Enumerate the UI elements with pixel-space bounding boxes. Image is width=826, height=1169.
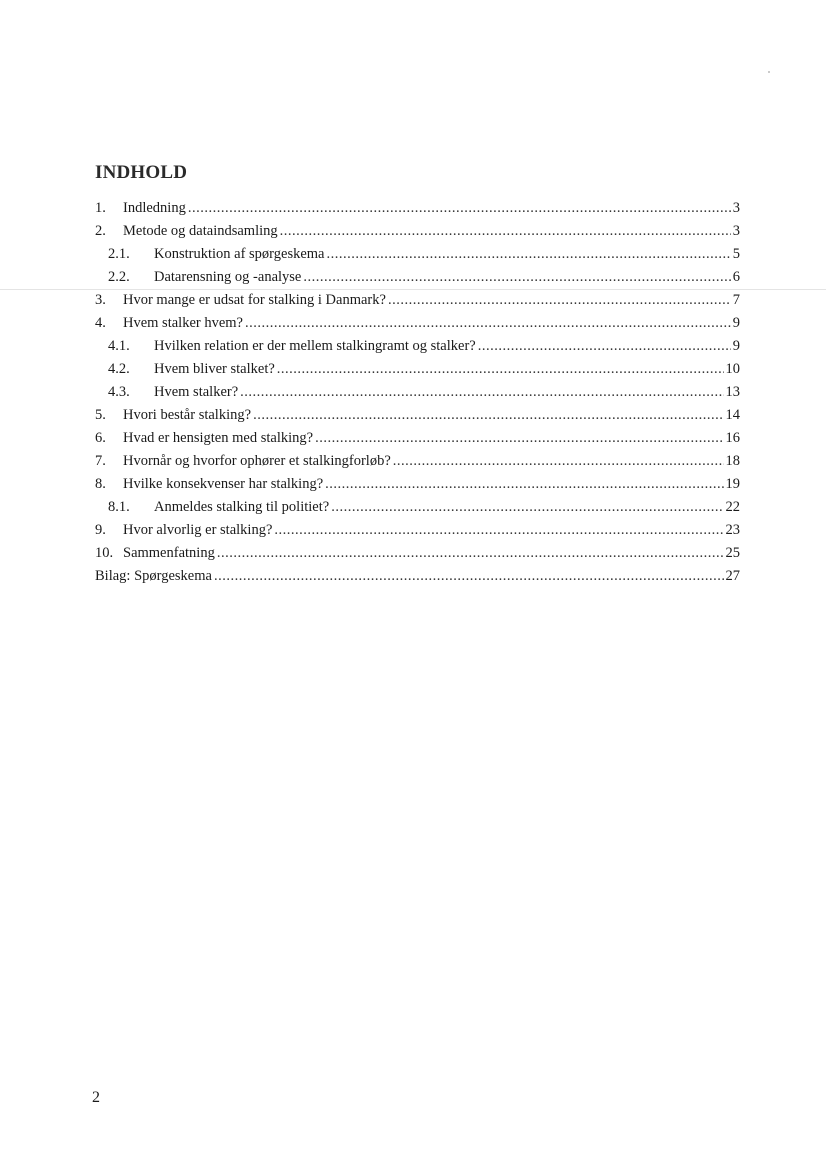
toc-dot-leader (245, 312, 731, 335)
toc-entry-number: 2. (95, 223, 106, 239)
toc-entry[interactable] (95, 243, 740, 266)
toc-entry[interactable] (95, 266, 740, 289)
toc-entry-title: Hvilke konsekvenser har stalking? (123, 476, 324, 492)
toc-dot-leader (393, 450, 724, 473)
toc-entry-page: 22 (725, 499, 740, 515)
page-number: 2 (92, 1089, 100, 1106)
table-of-contents (95, 197, 740, 588)
toc-entry-number: 4.3. (108, 384, 130, 400)
toc-entry-number: 9. (95, 522, 106, 538)
toc-entry-page: 14 (725, 407, 740, 423)
toc-entry-page: 9 (732, 315, 740, 331)
toc-entry-title: Hvori består stalking? (123, 407, 252, 423)
toc-entry-title: Hvem stalker? (154, 384, 239, 400)
toc-entry-number: 10. (95, 545, 114, 561)
toc-entry-title: Konstruktion af spørgeskema (154, 246, 325, 262)
toc-entry-page: 13 (725, 384, 740, 400)
toc-entry-page: 27 (725, 568, 740, 584)
toc-entry-number: 3. (95, 292, 106, 308)
toc-entry-number: 8.1. (108, 499, 130, 515)
toc-dot-leader (325, 473, 723, 496)
toc-entry-number: 2.1. (108, 246, 130, 262)
toc-dot-leader (388, 289, 731, 312)
toc-entry-title: Hvem bliver stalket? (154, 361, 275, 377)
toc-dot-leader (478, 335, 731, 358)
toc-entry[interactable] (95, 335, 740, 358)
toc-dot-leader (240, 381, 723, 404)
toc-dot-leader (331, 496, 723, 519)
toc-dot-leader (303, 266, 730, 289)
toc-entry-page: 5 (732, 246, 740, 262)
toc-dot-leader (280, 220, 731, 243)
toc-entry[interactable] (95, 358, 740, 381)
toc-entry-title: Hvor alvorlig er stalking? (123, 522, 273, 538)
toc-entry[interactable] (95, 496, 740, 519)
toc-entry-page: 19 (725, 476, 740, 492)
toc-entry[interactable] (95, 197, 740, 220)
toc-entry-number: 7. (95, 453, 106, 469)
toc-entry-number: 8. (95, 476, 106, 492)
toc-dot-leader (274, 519, 723, 542)
toc-entry-page: 18 (725, 453, 740, 469)
toc-entry-title: Hvor mange er udsat for stalking i Danmark? (123, 292, 386, 308)
toc-entry-page: 25 (725, 545, 740, 561)
toc-entry[interactable] (95, 542, 740, 565)
toc-entry-number: 6. (95, 430, 106, 446)
toc-entry-title: Hvem stalker hvem? (123, 315, 243, 331)
toc-entry-page: 9 (732, 338, 740, 354)
toc-entry[interactable] (95, 450, 740, 473)
toc-entry-number: 4. (95, 315, 106, 331)
toc-dot-leader (188, 197, 731, 220)
toc-entry-number: 1. (95, 200, 106, 216)
toc-entry[interactable] (95, 312, 740, 335)
toc-entry-title: Metode og dataindsamling (123, 223, 278, 239)
toc-dot-leader (253, 404, 723, 427)
toc-dot-leader (326, 243, 730, 266)
toc-dot-leader (315, 427, 723, 450)
toc-entry-number: 4.2. (108, 361, 130, 377)
toc-dot-leader (217, 542, 724, 565)
toc-entry-page: 16 (725, 430, 740, 446)
toc-entry-page: 7 (732, 292, 740, 308)
toc-dot-leader (214, 565, 724, 588)
toc-entry-page: 3 (732, 200, 740, 216)
toc-entry[interactable] (95, 565, 740, 588)
toc-entry-page: 3 (732, 223, 740, 239)
toc-entry-title: Hvad er hensigten med stalking? (123, 430, 314, 446)
toc-entry-number: 5. (95, 407, 106, 423)
toc-entry-number: 2.2. (108, 269, 130, 285)
toc-entry[interactable] (95, 381, 740, 404)
toc-entry-title: Bilag: Spørgeskema (95, 568, 212, 584)
toc-entry-page: 6 (732, 269, 740, 285)
toc-entry[interactable] (95, 473, 740, 496)
toc-entry[interactable] (95, 519, 740, 542)
toc-entry[interactable] (95, 404, 740, 427)
toc-entry-title: Datarensning og -analyse (154, 269, 302, 285)
toc-heading: INDHOLD (95, 162, 188, 183)
toc-entry[interactable] (95, 427, 740, 450)
toc-entry[interactable] (95, 220, 740, 243)
toc-entry-page: 10 (725, 361, 740, 377)
toc-dot-leader (277, 358, 724, 381)
toc-entry[interactable] (95, 289, 740, 312)
toc-entry-title: Hvornår og hvorfor ophører et stalkingforløb? (123, 453, 391, 469)
toc-entry-page: 23 (725, 522, 740, 538)
toc-entry-title: Sammenfatning (123, 545, 215, 561)
toc-entry-number: 4.1. (108, 338, 130, 354)
toc-entry-title: Anmeldes stalking til politiet? (154, 499, 330, 515)
toc-entry-title: Indledning (123, 200, 186, 216)
scan-speck (768, 71, 770, 73)
toc-entry-title: Hvilken relation er der mellem stalkingramt og stalker? (154, 338, 476, 354)
